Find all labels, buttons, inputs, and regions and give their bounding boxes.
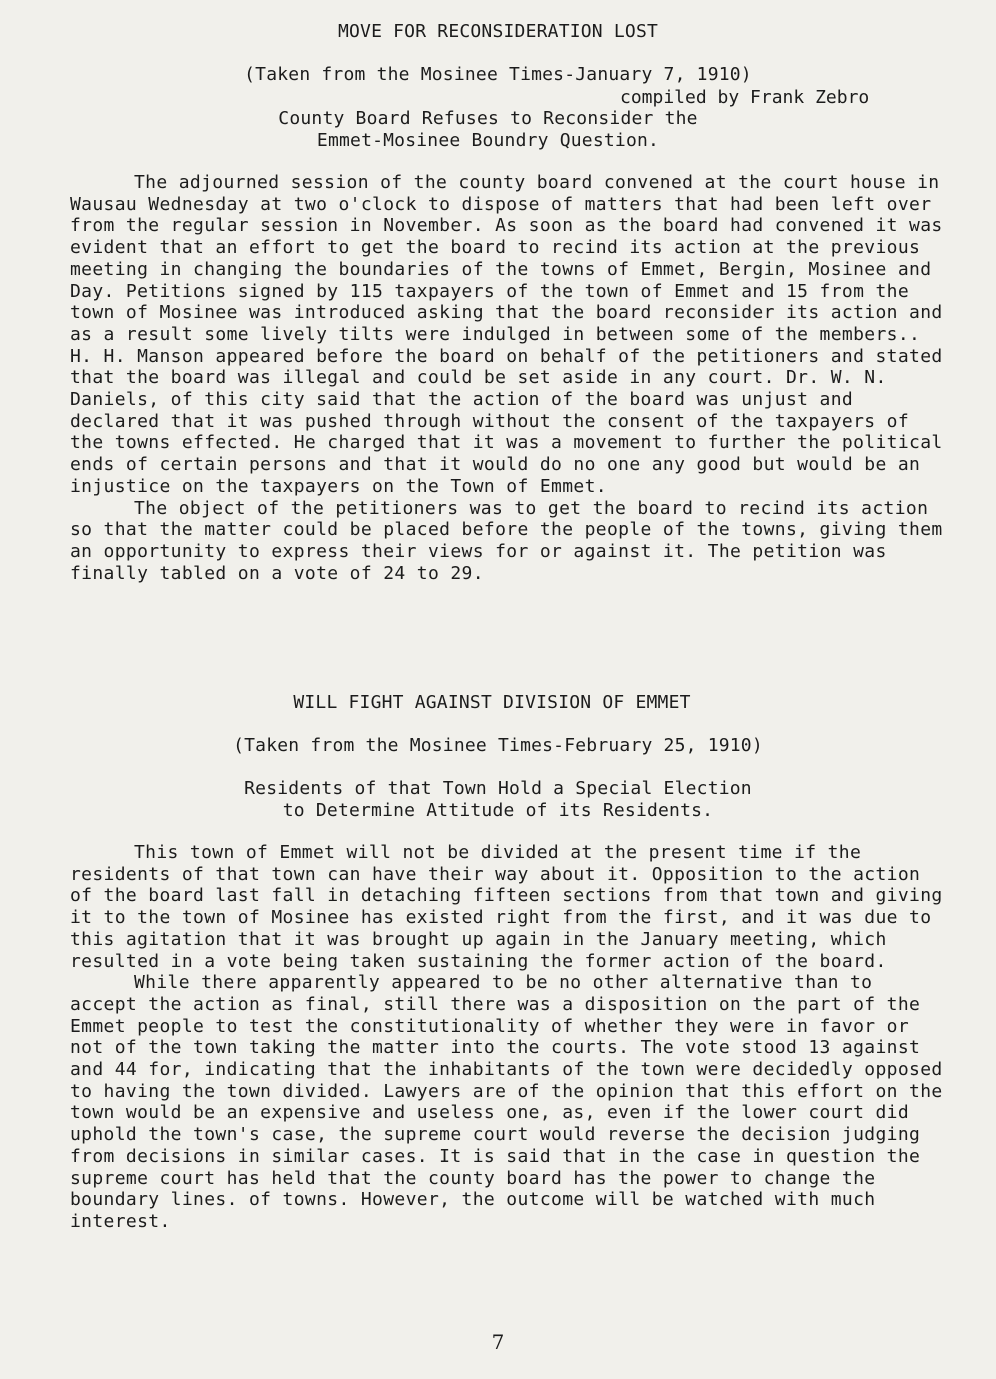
article1-byline: compiled by Frank Zebro bbox=[620, 87, 870, 108]
article2-paragraph: This town of Emmet will not be divided at the present time if the residents of that town can have their way about it. Opposition to the action of the board last fall in detaching fifteen sections from that town and giving it to the town of Mosinee has existed right from the first, and it was due to this agitation that it was brought up again in the January meeting, which resulted in a vote being taken sustaining the former action of the board. bbox=[70, 842, 943, 972]
article1-paragraph: The adjourned session of the county board convened at the court house in Wausau Wednesday at two o'clock to dispose of matters that had been left over from the regular session in November. As soon as the board had convened it was evident that an effort to get the board to recind its action at the previous meeting in changing the boundaries of the towns of Emmet, Bergin, Mosinee and Day. Petitions signed by 115 taxpayers of the town of Emmet and 15 from the town of Mosinee was introduced asking that the board reconsider its action and as a result some lively tilts were indulged in between some of the members.. H. H. Manson appeared before the board on behalf of the petitioners and stated that the board was illegal and could be set aside in any court. Dr. W. N. Daniels, of this city said that the action of the board was unjust and declared that it was pushed through without the consent of the taxpayers of the towns effected. He charged that it was a movement to further the political ends of certain persons and that it would do no one any good but would be an injustice on the taxpayers on the Town of Emmet. bbox=[70, 172, 943, 497]
article2-paragraph: While there apparently appeared to be no other alternative than to accept the action as final, still there was a disposition on the part of the Emmet people to test the constitutionality of whether they were in favor or not of the town taking the matter into the courts. The vote stood 13 against and 44 for, indicating that the inhabitants of the town were decidedly opposed to having the town divided. Lawyers are of the opinion that this effort on the town would be an expensive and useless one, as, even if the lower court did uphold the town's case, the supreme court would reverse the decision judging from decisions in similar cases. It is said that in the case in question the supreme court has held that the county board has the power to change the boundary lines. of towns. However, the outcome will be watched with much interest. bbox=[70, 972, 943, 1232]
article1-subtitle-line1: County Board Refuses to Reconsider the bbox=[278, 108, 698, 129]
page-number: 7 bbox=[491, 1330, 505, 1354]
article1-source: (Taken from the Mosinee Times-January 7, 1910) bbox=[244, 64, 752, 85]
article2-body bbox=[70, 842, 950, 1233]
article1-paragraph: The object of the petitioners was to get the board to recind its action so that the matter could be placed before the people of the towns, giving them an opportunity to express their views for or against it. The petition was finally tabled on a vote of 24 to 29. bbox=[70, 497, 943, 584]
article1-body bbox=[70, 172, 950, 584]
article2-subtitle-line2: to Determine Attitude of its Residents. bbox=[282, 800, 714, 821]
article2-subtitle-line1: Residents of that Town Hold a Special Election bbox=[244, 778, 752, 799]
article2-source: (Taken from the Mosinee Times-February 25, 1910) bbox=[233, 735, 763, 756]
article2-title: WILL FIGHT AGAINST DIVISION OF EMMET bbox=[293, 692, 691, 713]
article1-subtitle-line2: Emmet-Mosinee Boundry Question. bbox=[316, 130, 660, 151]
article1-title: MOVE FOR RECONSIDERATION LOST bbox=[337, 21, 659, 42]
